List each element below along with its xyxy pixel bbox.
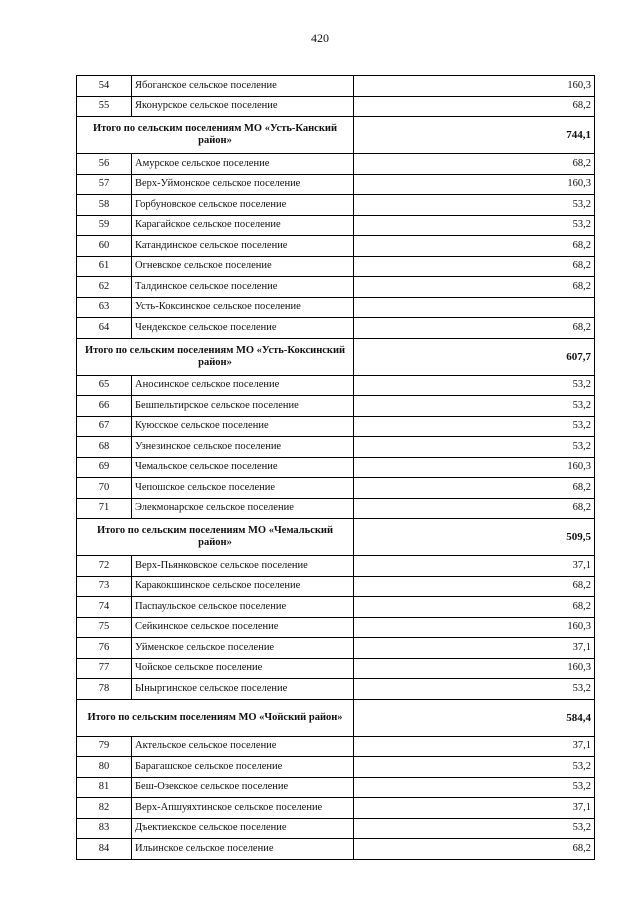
table-row bbox=[77, 236, 595, 257]
table-row bbox=[77, 256, 595, 277]
settlement-name: Беш-Озекское сельское поселение bbox=[132, 777, 354, 798]
settlement-name: Ябоганское сельское поселение bbox=[132, 76, 354, 97]
amount-value: 53,2 bbox=[354, 375, 595, 396]
row-number: 73 bbox=[77, 576, 132, 597]
row-number: 72 bbox=[77, 556, 132, 577]
subtotal-value: 607,7 bbox=[354, 338, 595, 375]
settlement-name: Чемальское сельское поселение bbox=[132, 457, 354, 478]
row-number: 66 bbox=[77, 396, 132, 417]
settlement-name: Катандинское сельское поселение bbox=[132, 236, 354, 257]
table-row bbox=[77, 498, 595, 519]
table-row bbox=[77, 597, 595, 618]
row-number: 70 bbox=[77, 478, 132, 499]
settlement-name: Паспаульское сельское поселение bbox=[132, 597, 354, 618]
amount-value: 68,2 bbox=[354, 597, 595, 618]
amount-value: 160,3 bbox=[354, 658, 595, 679]
row-number: 62 bbox=[77, 277, 132, 298]
settlement-name: Огневское сельское поселение bbox=[132, 256, 354, 277]
amount-value: 53,2 bbox=[354, 215, 595, 236]
amount-value: 160,3 bbox=[354, 174, 595, 195]
settlement-name: Чойское сельское поселение bbox=[132, 658, 354, 679]
table-row bbox=[77, 416, 595, 437]
settlement-name: Сейкинское сельское поселение bbox=[132, 617, 354, 638]
amount-value: 37,1 bbox=[354, 736, 595, 757]
amount-value: 160,3 bbox=[354, 457, 595, 478]
settlement-name: Актельское сельское поселение bbox=[132, 736, 354, 757]
amount-value: 68,2 bbox=[354, 256, 595, 277]
row-number: 74 bbox=[77, 597, 132, 618]
table-row bbox=[77, 818, 595, 839]
subtotal-row bbox=[77, 519, 595, 556]
settlement-name: Бешпельтирское сельское поселение bbox=[132, 396, 354, 417]
row-number: 58 bbox=[77, 195, 132, 216]
amount-value: 68,2 bbox=[354, 236, 595, 257]
table-row bbox=[77, 478, 595, 499]
row-number: 82 bbox=[77, 798, 132, 819]
table-row bbox=[77, 396, 595, 417]
amount-value: 68,2 bbox=[354, 498, 595, 519]
row-number: 78 bbox=[77, 679, 132, 700]
row-number: 65 bbox=[77, 375, 132, 396]
table-row bbox=[77, 437, 595, 458]
settlement-name: Дъектиекское сельское поселение bbox=[132, 818, 354, 839]
row-number: 67 bbox=[77, 416, 132, 437]
table-row bbox=[77, 375, 595, 396]
settlement-name: Верх-Апшуяхтинское сельское поселение bbox=[132, 798, 354, 819]
amount-value: 37,1 bbox=[354, 556, 595, 577]
subtotal-label: Итого по сельским поселениям МО «Усть-Канский район» bbox=[77, 117, 354, 154]
amount-value: 68,2 bbox=[354, 839, 595, 860]
table-row bbox=[77, 658, 595, 679]
amount-value: 53,2 bbox=[354, 195, 595, 216]
settlement-name: Усть-Коксинское сельское поселение bbox=[132, 297, 354, 318]
row-number: 55 bbox=[77, 96, 132, 117]
row-number: 59 bbox=[77, 215, 132, 236]
amount-value: 53,2 bbox=[354, 396, 595, 417]
row-number: 54 bbox=[77, 76, 132, 97]
subtotal-label: Итого по сельским поселениям МО «Чемальский район» bbox=[77, 519, 354, 556]
amount-value: 53,2 bbox=[354, 679, 595, 700]
row-number: 84 bbox=[77, 839, 132, 860]
amount-value: 37,1 bbox=[354, 798, 595, 819]
amount-value bbox=[354, 297, 595, 318]
page-number: 420 bbox=[311, 31, 329, 45]
table-row bbox=[77, 297, 595, 318]
table-row bbox=[77, 318, 595, 339]
table-row bbox=[77, 839, 595, 860]
table-row bbox=[77, 96, 595, 117]
subtotal-value: 509,5 bbox=[354, 519, 595, 556]
amount-value: 53,2 bbox=[354, 437, 595, 458]
table-row bbox=[77, 576, 595, 597]
table-row bbox=[77, 638, 595, 659]
amount-value: 37,1 bbox=[354, 638, 595, 659]
amount-value: 68,2 bbox=[354, 478, 595, 499]
table-row bbox=[77, 736, 595, 757]
amount-value: 68,2 bbox=[354, 154, 595, 175]
settlement-name: Яконурское сельское поселение bbox=[132, 96, 354, 117]
row-number: 57 bbox=[77, 174, 132, 195]
settlement-name: Горбуновское сельское поселение bbox=[132, 195, 354, 216]
subtotal-row bbox=[77, 338, 595, 375]
settlement-name: Карагайское сельское поселение bbox=[132, 215, 354, 236]
table-row bbox=[77, 277, 595, 298]
subtotal-value: 744,1 bbox=[354, 117, 595, 154]
amount-value: 68,2 bbox=[354, 318, 595, 339]
amount-value: 68,2 bbox=[354, 96, 595, 117]
settlements-table bbox=[76, 75, 595, 860]
settlement-name: Барагашское сельское поселение bbox=[132, 757, 354, 778]
subtotal-label: Итого по сельским поселениям МО «Чойский район» bbox=[77, 699, 354, 736]
settlement-name: Элекмонарское сельское поселение bbox=[132, 498, 354, 519]
settlement-name: Талдинское сельское поселение bbox=[132, 277, 354, 298]
settlement-name: Аносинское сельское поселение bbox=[132, 375, 354, 396]
row-number: 77 bbox=[77, 658, 132, 679]
amount-value: 53,2 bbox=[354, 777, 595, 798]
row-number: 64 bbox=[77, 318, 132, 339]
settlement-name: Каракокшинское сельское поселение bbox=[132, 576, 354, 597]
amount-value: 53,2 bbox=[354, 416, 595, 437]
settlement-name: Куюсское сельское поселение bbox=[132, 416, 354, 437]
table-row bbox=[77, 154, 595, 175]
amount-value: 160,3 bbox=[354, 617, 595, 638]
table-row bbox=[77, 215, 595, 236]
settlement-name: Амурское сельское поселение bbox=[132, 154, 354, 175]
settlement-name: Верх-Пьянковское сельское поселение bbox=[132, 556, 354, 577]
settlement-name: Узнезинское сельское поселение bbox=[132, 437, 354, 458]
table-row bbox=[77, 556, 595, 577]
table-row bbox=[77, 195, 595, 216]
settlement-name: Ыныргинское сельское поселение bbox=[132, 679, 354, 700]
settlement-name: Верх-Уймонское сельское поселение bbox=[132, 174, 354, 195]
table-body bbox=[77, 76, 595, 860]
amount-value: 68,2 bbox=[354, 576, 595, 597]
amount-value: 160,3 bbox=[354, 76, 595, 97]
row-number: 56 bbox=[77, 154, 132, 175]
table-row bbox=[77, 617, 595, 638]
row-number: 75 bbox=[77, 617, 132, 638]
amount-value: 53,2 bbox=[354, 818, 595, 839]
row-number: 80 bbox=[77, 757, 132, 778]
table-row bbox=[77, 457, 595, 478]
row-number: 81 bbox=[77, 777, 132, 798]
settlement-name: Чепошское сельское поселение bbox=[132, 478, 354, 499]
subtotal-row bbox=[77, 117, 595, 154]
subtotal-label: Итого по сельским поселениям МО «Усть-Коксинский район» bbox=[77, 338, 354, 375]
table-row bbox=[77, 76, 595, 97]
row-number: 63 bbox=[77, 297, 132, 318]
settlement-name: Ильинское сельское поселение bbox=[132, 839, 354, 860]
row-number: 69 bbox=[77, 457, 132, 478]
row-number: 71 bbox=[77, 498, 132, 519]
row-number: 76 bbox=[77, 638, 132, 659]
settlement-name: Чендекское сельское поселение bbox=[132, 318, 354, 339]
settlement-name: Уймeнское сельское поселение bbox=[132, 638, 354, 659]
amount-value: 68,2 bbox=[354, 277, 595, 298]
table-row bbox=[77, 679, 595, 700]
row-number: 79 bbox=[77, 736, 132, 757]
subtotal-row bbox=[77, 699, 595, 736]
row-number: 68 bbox=[77, 437, 132, 458]
row-number: 60 bbox=[77, 236, 132, 257]
table-row bbox=[77, 174, 595, 195]
subtotal-value: 584,4 bbox=[354, 699, 595, 736]
table-row bbox=[77, 798, 595, 819]
row-number: 83 bbox=[77, 818, 132, 839]
table-row bbox=[77, 757, 595, 778]
row-number: 61 bbox=[77, 256, 132, 277]
amount-value: 53,2 bbox=[354, 757, 595, 778]
table-row bbox=[77, 777, 595, 798]
